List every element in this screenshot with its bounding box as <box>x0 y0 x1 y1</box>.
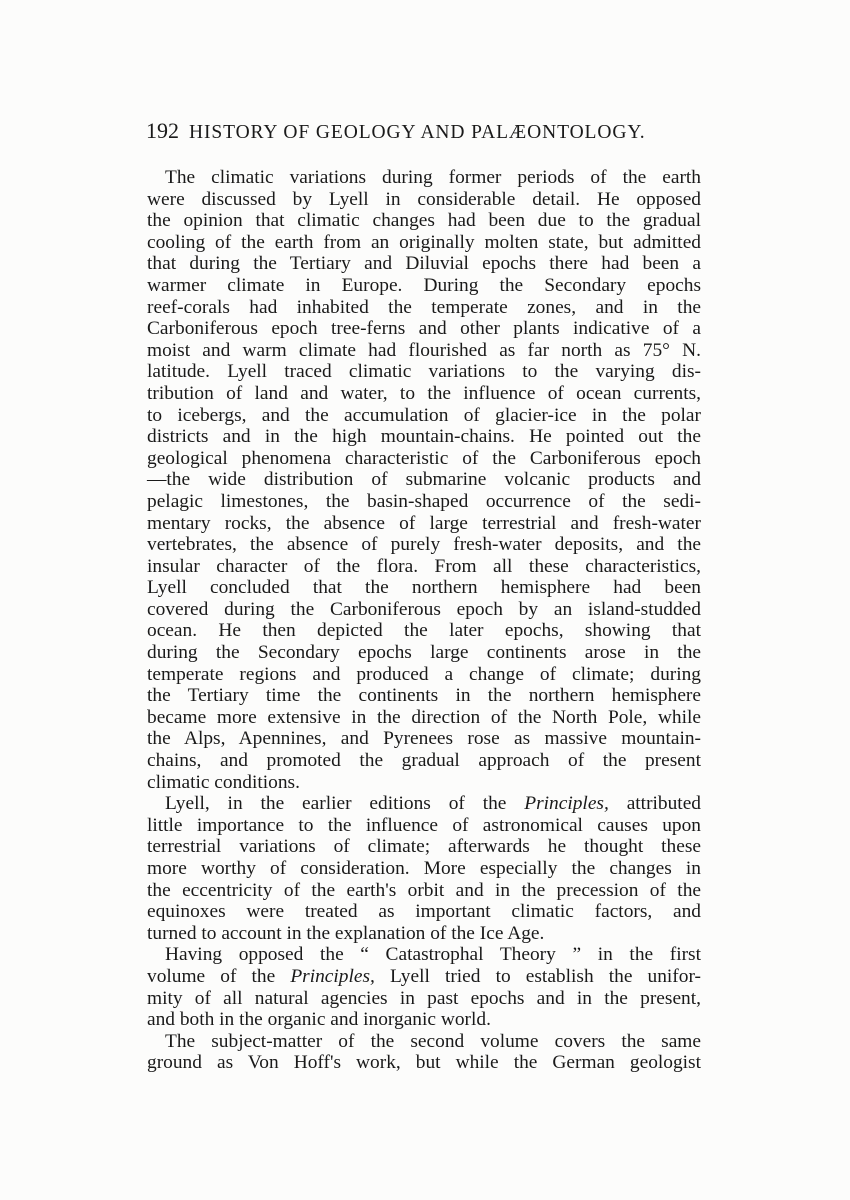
text-line: the opinion that climatic changes had been due to the gradual <box>147 210 701 232</box>
text-line: pelagic limestones, the basin-shaped occurrence of the sedi- <box>147 490 701 512</box>
text-line: —the wide distribution of submarine volcanic products and <box>147 469 701 491</box>
text-line: during the Secondary epochs large continents arose in the <box>147 642 701 664</box>
text-line: to icebergs, and the accumulation of glacier-ice in the polar <box>147 404 701 426</box>
text-line: tribution of land and water, to the influence of ocean currents, <box>147 382 701 404</box>
text-line: Carboniferous epoch tree-ferns and other plants indicative of a <box>147 318 701 340</box>
text-line: The subject-matter of the second volume covers the same <box>165 1030 701 1052</box>
text-line: little importance to the influence of astronomical causes upon <box>147 814 701 836</box>
text-line: reef-corals had inhabited the temperate zones, and in the <box>147 296 701 318</box>
text-fragment: Lyell tried to establish the unifor- <box>374 965 701 987</box>
text-line <box>147 793 701 815</box>
text-line: the Tertiary time the continents in the northern hemisphere <box>147 685 701 707</box>
text-line: chains, and promoted the gradual approach of the present <box>147 750 701 772</box>
text-line: that during the Tertiary and Diluvial epochs there had been a <box>147 253 701 275</box>
text-line: moist and warm climate had flourished as far north as 75° N. <box>147 339 701 361</box>
text-line: insular character of the flora. From all these characteristics, <box>147 555 701 577</box>
text-line: cooling of the earth from an originally molten state, but admitted <box>147 231 701 253</box>
text-line: districts and in the high mountain-chains. He pointed out the <box>147 426 701 448</box>
text-line: climatic conditions. <box>147 771 300 793</box>
text-line: and both in the organic and inorganic world. <box>147 1009 491 1031</box>
text-line: geological phenomena characteristic of the Carboniferous epoch <box>147 447 701 469</box>
text-line: latitude. Lyell traced climatic variations to the varying dis- <box>147 361 701 383</box>
text-line: The climatic variations during former periods of the earth <box>165 167 701 188</box>
text-fragment: Lyell, in the earlier editions of the <box>165 793 525 815</box>
text-line: temperate regions and produced a change of climate; during <box>147 663 701 685</box>
text-line: warmer climate in Europe. During the Secondary epochs <box>147 274 701 296</box>
text-line: the Alps, Apennines, and Pyrenees rose as massive mountain- <box>147 728 701 750</box>
text-line: Having opposed the “ Catastrophal Theory ” in the first <box>165 944 701 966</box>
text-line: the eccentricity of the earth's orbit and in the precession of the <box>147 879 701 901</box>
body-text <box>147 167 701 1074</box>
text-line: became more extensive in the direction of the North Pole, while <box>147 706 701 728</box>
text-line <box>147 966 701 988</box>
text-line: Lyell concluded that the northern hemisphere had been <box>147 577 701 599</box>
text-line: ocean. He then depicted the later epochs, showing that <box>147 620 701 642</box>
text-line: more worthy of consideration. More especially the changes in <box>147 858 701 879</box>
page-number: 192 <box>146 118 179 143</box>
text-line: ground as Von Hoff's work, but while the German geologist <box>147 1052 701 1074</box>
text-line: terrestrial variations of climate; afterwards he thought these <box>147 836 701 858</box>
text-line: covered during the Carboniferous epoch by an island-studded <box>147 598 701 620</box>
text-line: were discussed by Lyell in considerable detail. He opposed <box>147 188 701 210</box>
book-title: Principles, <box>524 793 609 815</box>
text-line: turned to account in the explanation of the Ice Age. <box>147 922 545 944</box>
book-title: Principles, <box>290 965 375 987</box>
text-fragment: volume of the <box>147 965 291 987</box>
text-line: equinoxes were treated as important climatic factors, and <box>147 901 701 923</box>
running-title: HISTORY OF GEOLOGY AND PALÆONTOLOGY. <box>189 122 646 143</box>
running-head <box>146 118 706 144</box>
text-line: vertebrates, the absence of purely fresh-water deposits, and the <box>147 534 701 556</box>
text-fragment: attributed <box>608 793 701 815</box>
text-line: mentary rocks, the absence of large terrestrial and fresh-water <box>147 512 701 534</box>
text-line: mity of all natural agencies in past epochs and in the present, <box>147 987 701 1009</box>
